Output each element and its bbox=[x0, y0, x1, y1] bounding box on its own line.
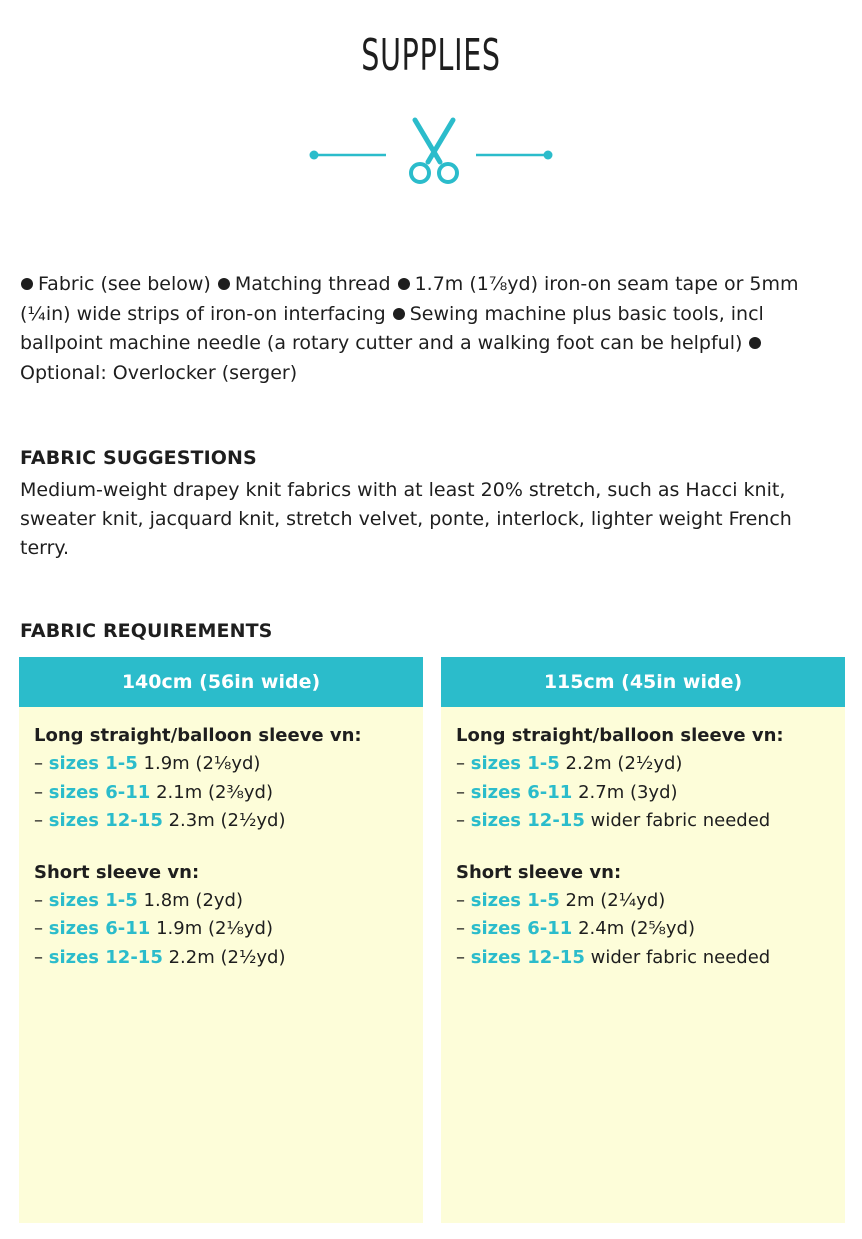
group-title: Long straight/balloon sleeve vn: bbox=[456, 725, 784, 746]
size-row: – sizes 12-15 2.2m (2½yd) bbox=[34, 946, 286, 968]
size-row: – sizes 12-15 wider fabric needed bbox=[456, 810, 771, 831]
size-row: – sizes 6-11 2.4m (2⅝yd) bbox=[456, 918, 695, 939]
size-label: sizes 1-5 bbox=[48, 753, 138, 774]
size-amount: 2.1m (2⅜yd) bbox=[156, 781, 273, 803]
size-amount: 2.2m (2½yd) bbox=[168, 946, 286, 968]
size-label: sizes 1-5 bbox=[470, 753, 560, 774]
size-row: – sizes 12-15 2.3m (2½yd) bbox=[34, 810, 286, 831]
size-row: – sizes 6-11 2.1m (2⅜yd) bbox=[34, 781, 273, 803]
requirements-group-long-sleeve bbox=[441, 722, 845, 836]
size-label: sizes 12-15 bbox=[48, 810, 163, 831]
divider-dot-right bbox=[544, 151, 553, 160]
divider-dot-left bbox=[310, 151, 319, 160]
size-amount: 2.4m (2⅝yd) bbox=[578, 918, 695, 939]
fabric-suggestions-heading: FABRIC SUGGESTIONS bbox=[20, 447, 257, 469]
size-label: sizes 1-5 bbox=[48, 889, 138, 911]
size-label: sizes 6-11 bbox=[48, 781, 151, 803]
group-title: Long straight/balloon sleeve vn: bbox=[34, 725, 362, 746]
bullet-icon bbox=[398, 278, 410, 290]
size-amount: wider fabric needed bbox=[590, 810, 771, 831]
column-header: 115cm (45in wide) bbox=[441, 657, 845, 707]
size-row: – sizes 1-5 1.8m (2yd) bbox=[34, 889, 244, 911]
size-amount: 2m (2¼yd) bbox=[565, 889, 666, 911]
supplies-list bbox=[20, 270, 850, 388]
bullet-icon bbox=[21, 278, 33, 290]
page-title: SUPPLIES bbox=[361, 30, 501, 81]
size-amount: 1.9m (2⅛yd) bbox=[143, 753, 261, 774]
size-label: sizes 12-15 bbox=[470, 946, 585, 968]
requirements-column-140cm bbox=[19, 657, 423, 1223]
fabric-requirements-heading: FABRIC REQUIREMENTS bbox=[20, 620, 273, 642]
supply-item: Sewing machine plus basic tools, incl ballpoint machine needle (a rotary cutter and a walking foot can be helpful) bbox=[20, 302, 764, 354]
size-label: sizes 1-5 bbox=[470, 889, 560, 911]
size-row: – sizes 1-5 1.9m (2⅛yd) bbox=[34, 753, 261, 774]
supply-item: 1.7m (1⅞yd) iron-on seam tape or 5mm (¼in) wide strips of iron-on interfacing bbox=[20, 273, 799, 325]
scissors-icon bbox=[411, 120, 457, 182]
requirements-group-short-sleeve bbox=[441, 859, 845, 973]
bullet-icon bbox=[218, 278, 230, 290]
size-amount: 1.9m (2⅛yd) bbox=[156, 918, 273, 939]
size-row: – sizes 1-5 2.2m (2½yd) bbox=[456, 753, 683, 774]
size-amount: 1.8m (2yd) bbox=[143, 889, 244, 911]
size-row: – sizes 6-11 2.7m (3yd) bbox=[456, 781, 678, 803]
supply-item: Matching thread bbox=[234, 273, 391, 295]
size-amount: 2.7m (3yd) bbox=[578, 781, 678, 803]
size-label: sizes 6-11 bbox=[48, 918, 151, 939]
group-title: Short sleeve vn: bbox=[456, 861, 622, 883]
bullet-icon bbox=[749, 337, 761, 349]
size-label: sizes 6-11 bbox=[470, 918, 573, 939]
size-amount: 2.2m (2½yd) bbox=[565, 753, 683, 774]
requirements-group-long-sleeve bbox=[19, 722, 423, 836]
column-header: 140cm (56in wide) bbox=[19, 657, 423, 707]
size-row: – sizes 12-15 wider fabric needed bbox=[456, 946, 771, 968]
requirements-column-115cm bbox=[441, 657, 845, 1223]
size-label: sizes 12-15 bbox=[48, 946, 163, 968]
size-row: – sizes 6-11 1.9m (2⅛yd) bbox=[34, 918, 273, 939]
requirements-group-short-sleeve bbox=[19, 859, 423, 973]
supply-item: Fabric (see below) bbox=[38, 273, 211, 295]
fabric-suggestions-text: Medium-weight drapey knit fabrics with at least 20% stretch, such as Hacci knit, sweater knit, jacquard knit, stretch velvet, ponte, interlock, lighter weight French terry. bbox=[20, 479, 792, 559]
group-title: Short sleeve vn: bbox=[34, 861, 200, 883]
size-label: sizes 6-11 bbox=[470, 781, 573, 803]
scissors-divider bbox=[300, 110, 562, 190]
size-amount: wider fabric needed bbox=[590, 946, 771, 968]
size-amount: 2.3m (2½yd) bbox=[168, 810, 286, 831]
size-label: sizes 12-15 bbox=[470, 810, 585, 831]
supply-item: Optional: Overlocker (serger) bbox=[20, 361, 298, 384]
bullet-icon bbox=[393, 308, 405, 320]
size-row: – sizes 1-5 2m (2¼yd) bbox=[456, 889, 666, 911]
